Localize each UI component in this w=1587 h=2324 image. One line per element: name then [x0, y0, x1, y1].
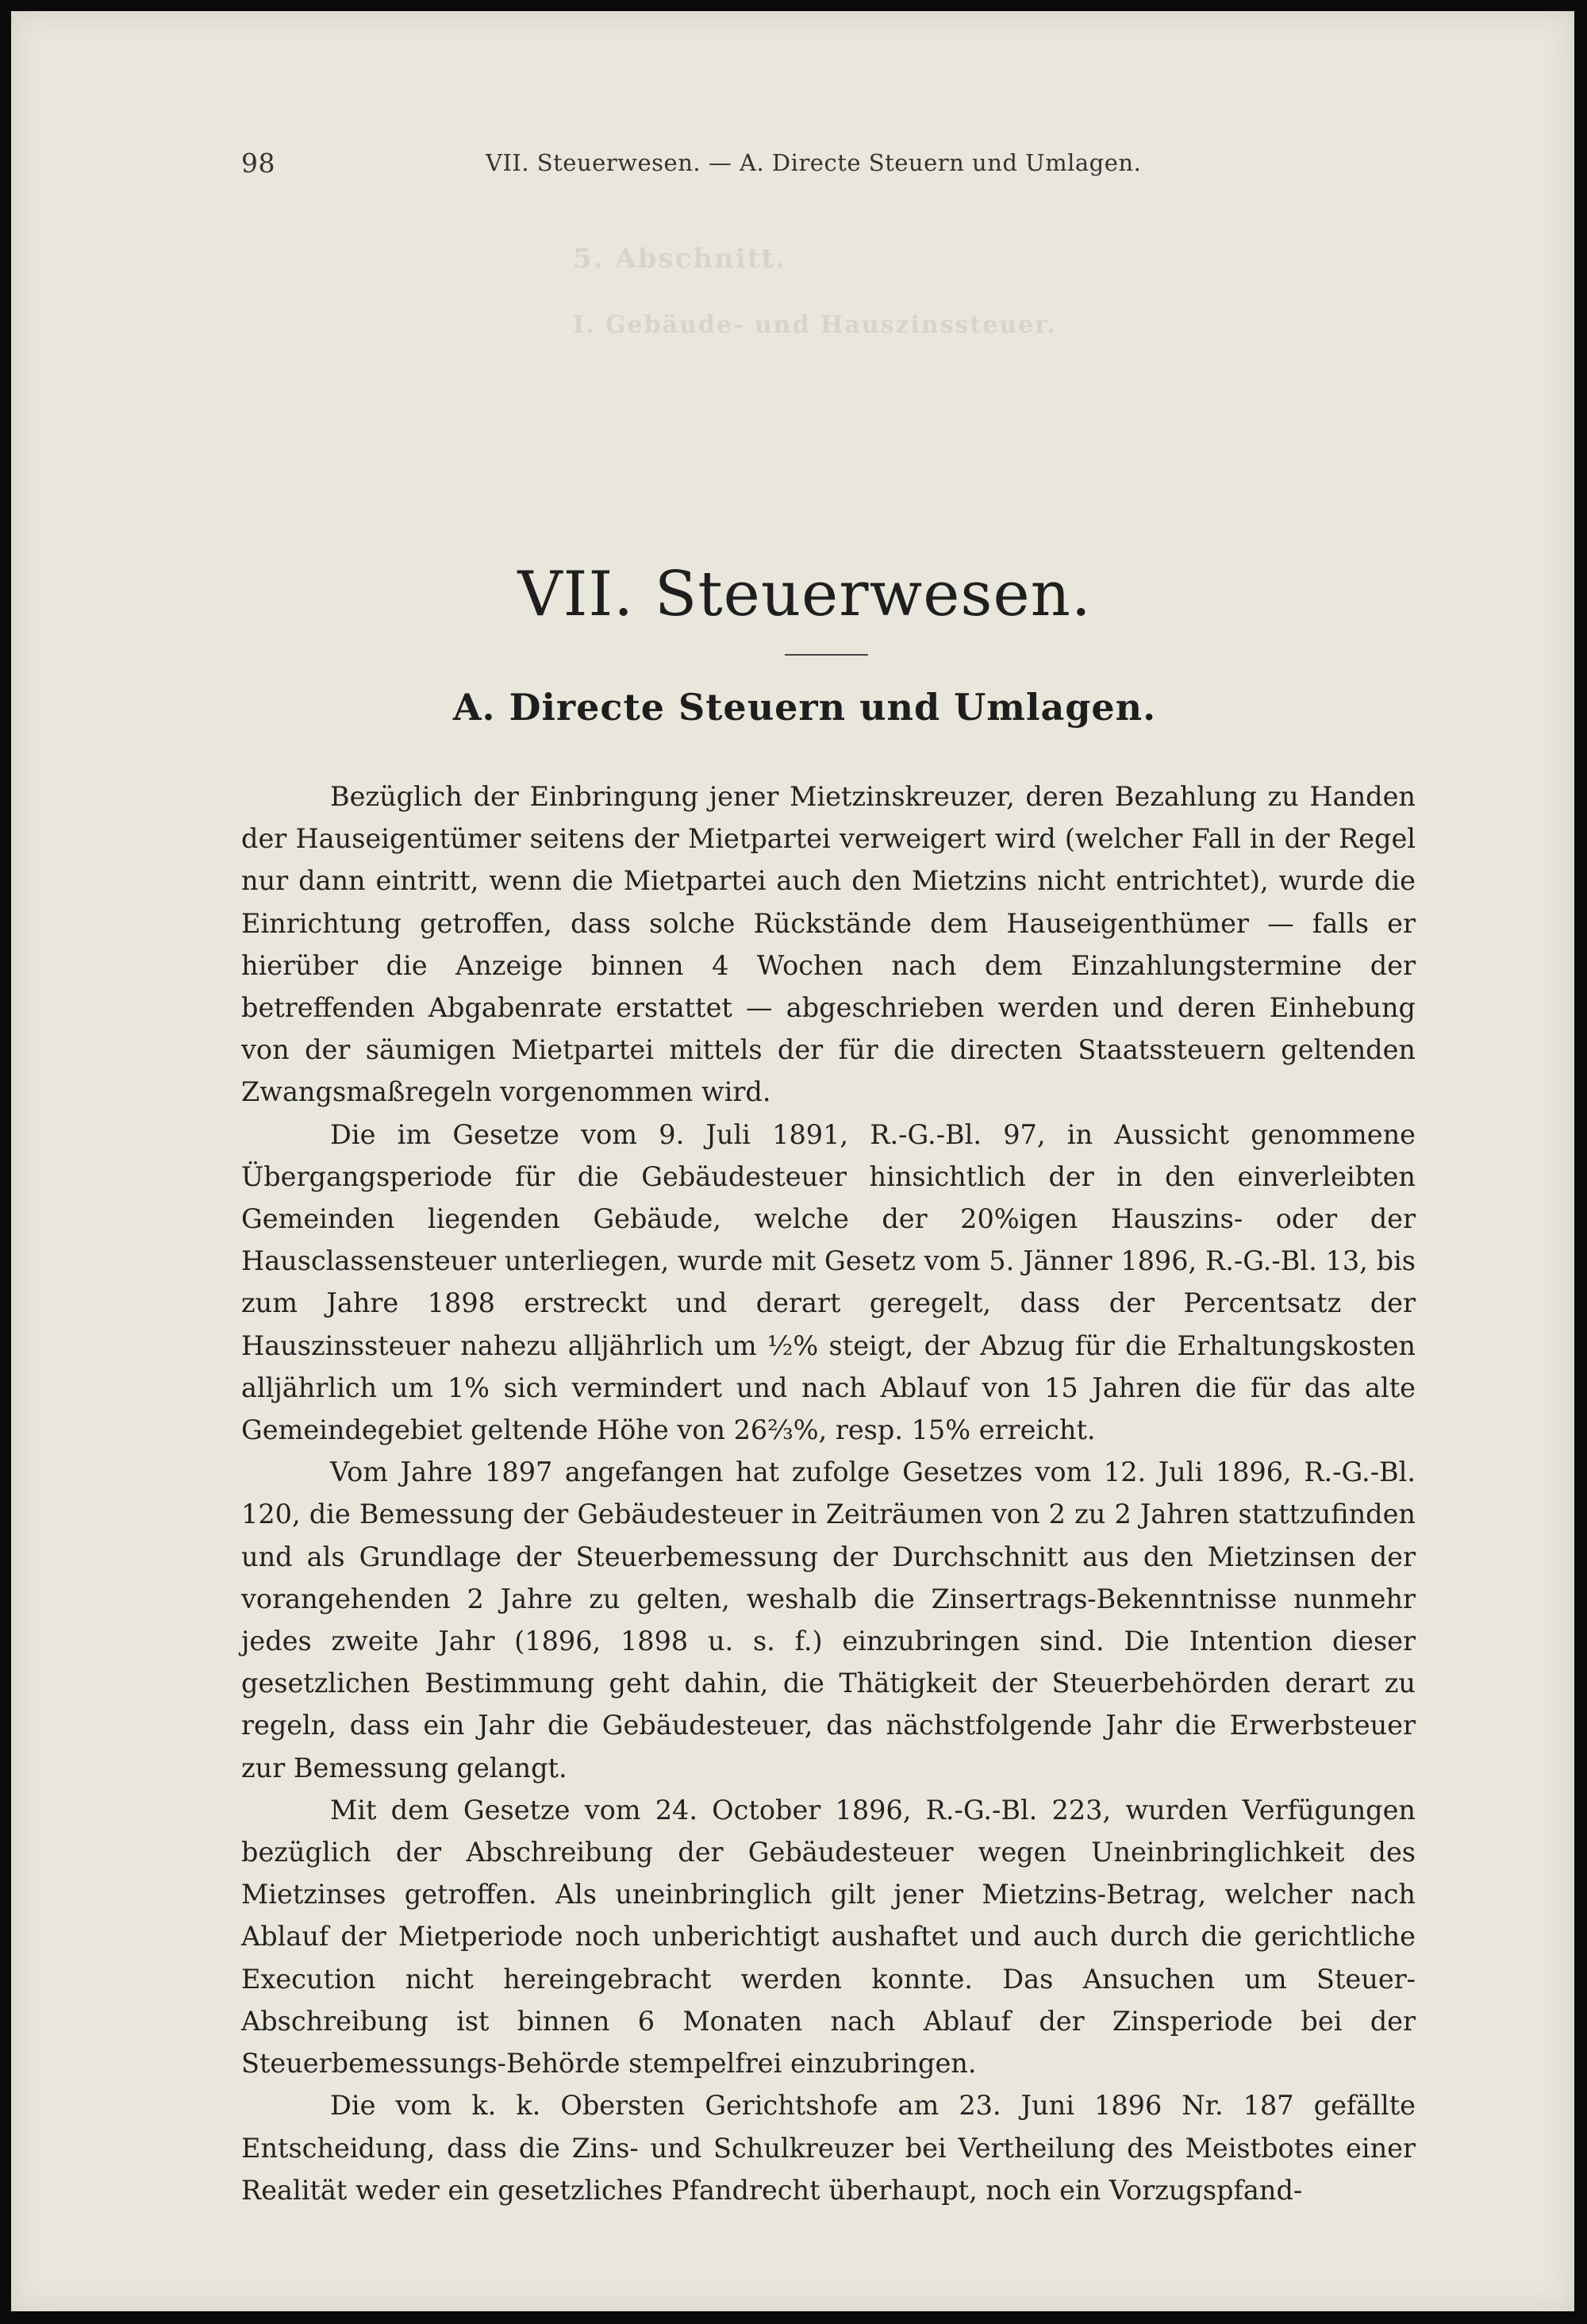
paragraph: Die vom k. k. Obersten Gerichtshofe am 23. Juni 1896 Nr. 187 gefällte Entscheidung, dass die Zins- und Schulkreuzer bei Vertheilung des Meistbotes einer Realität weder ein gesetzliches Pfandrecht überhaupt, noch ein Vorzugspfand-	[241, 2090, 1416, 2206]
bleed-through-text-1: 5. Abschnitt.	[573, 243, 786, 275]
chapter-title: VII. Steuerwesen.	[517, 559, 1092, 630]
section-subtitle: A. Directe Steuern und Umlagen.	[452, 686, 1157, 729]
page-number: 98	[241, 148, 275, 179]
paragraph: Die im Gesetze vom 9. Juli 1891, R.-G.-Bl. 97, in Aussicht genommene Übergangsperiode für die Gebäudesteuer hinsichtlich der in den einverleibten Gemeinden liegenden Gebäude, welche der 20%igen Hauszins- oder der Hausclassensteuer unterliegen, wurde mit Gesetz vom 5. Jänner 1896, R.-G.-Bl. 13, bis zum Jahre 1898 erstreckt und derart geregelt, dass der Percentsatz der Hauszinssteuer nahezu alljährlich um ½% steigt, der Abzug für die Erhaltungskosten alljährlich um 1% sich vermindert und nach Ablauf von 15 Jahren die für das alte Gemeindegebiet geltende Höhe von 26⅔%, resp. 15% erreicht.	[241, 1118, 1416, 1446]
paragraph: Vom Jahre 1897 angefangen hat zufolge Gesetzes vom 12. Juli 1896, R.-G.-Bl. 120, die Bemessung der Gebäudesteuer in Zeiträumen von 2 zu 2 Jahren stattzufinden und als Grundlage der Steuerbemessung der Durchschnitt aus den Mietzinsen der vorangehenden 2 Jahre zu gelten, weshalb die Zinsertrags-Bekenntnisse nunmehr jedes zweite Jahr (1896, 1898 u. s. f.) einzubringen sind. Die Intention dieser gesetzlichen Bestimmung geht dahin, die Thätigkeit der Steuerbehörden derart zu regeln, dass ein Jahr die Gebäudesteuer, das nächstfolgende Jahr die Erwerbsteuer zur Bemessung gelangt.	[241, 1456, 1416, 1783]
body-text	[241, 775, 1416, 2211]
paragraph: Mit dem Gesetze vom 24. October 1896, R.-G.-Bl. 223, wurden Verfügungen bezüglich der Abschreibung der Gebäudesteuer wegen Uneinbringlichkeit des Mietzinses getroffen. Als uneinbringlich gilt jener Mietzins-Betrag, welcher nach Ablauf der Mietperiode noch unberichtigt aushaftet und auch durch die gerichtliche Execution nicht hereingebracht werden konnte. Das Ansuchen um Steuer-Abschreibung ist binnen 6 Monaten nach Ablauf der Zinsperiode bei der Steuerbemessungs-Behörde stempelfrei einzubringen.	[241, 1794, 1416, 2080]
paragraph: Bezüglich der Einbringung jener Mietzinskreuzer, deren Bezahlung zu Handen der Hauseigentümer seitens der Mietpartei verweigert wird (welcher Fall in der Regel nur dann eintritt, wenn die Mietpartei auch den Mietzins nicht entrichtet), wurde die Einrichtung getroffen, dass solche Rückstände dem Hauseigenthümer — falls er hierüber die Anzeige binnen 4 Wochen nach dem Einzahlungstermine der betreffenden Abgabenrate erstattet — abgeschrieben werden und deren Einhebung von der säumigen Mietpartei mittels der für die directen Staatssteuern geltenden Zwangsmaßregeln vorgenommen wird.	[241, 781, 1416, 1108]
running-title: VII. Steuerwesen. — A. Directe Steuern und Umlagen.	[486, 149, 1142, 176]
bleed-through-text-2: I. Gebäude- und Hauszinssteuer.	[573, 311, 1057, 339]
title-divider	[785, 654, 868, 656]
document-page	[11, 11, 1574, 2311]
